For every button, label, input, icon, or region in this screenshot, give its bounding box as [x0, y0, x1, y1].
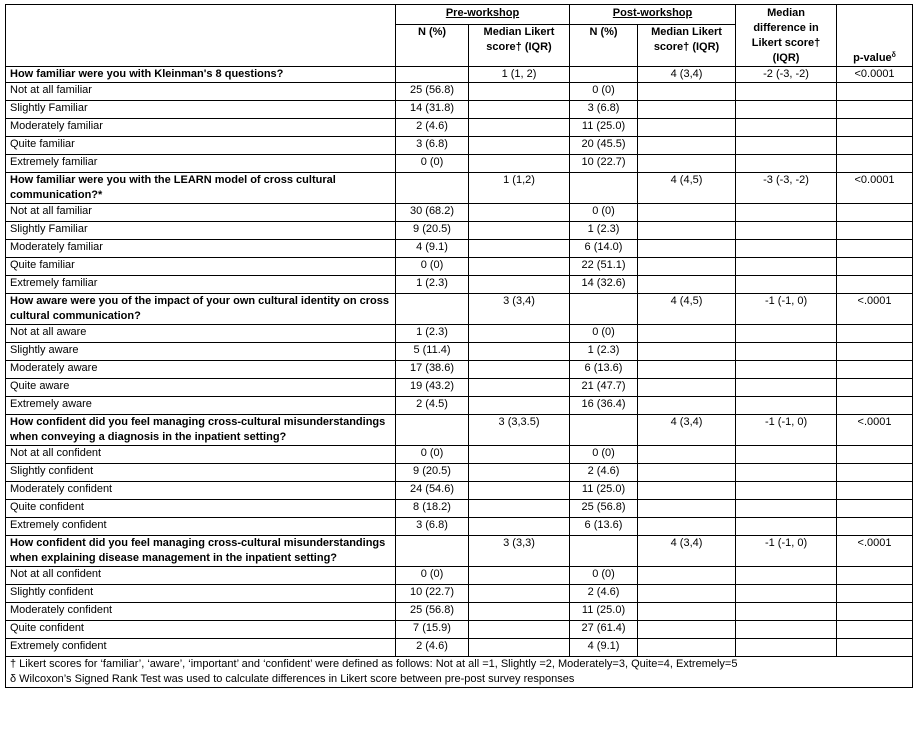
p-empty [837, 500, 913, 518]
pre-median-empty [469, 464, 570, 482]
diff-empty [736, 222, 837, 240]
diff-empty [736, 603, 837, 621]
p-empty [837, 137, 913, 155]
pre-median-empty [469, 222, 570, 240]
pre-median-likert: 3 (3,3) [469, 536, 570, 567]
diff-empty [736, 119, 837, 137]
response-row [6, 119, 913, 137]
table-footnotes [6, 657, 913, 688]
post-n-pct: 3 (6.8) [570, 101, 638, 119]
pre-median-empty [469, 482, 570, 500]
question-post-n-empty [570, 294, 638, 325]
response-row [6, 464, 913, 482]
question-post-n-empty [570, 67, 638, 83]
response-row [6, 83, 913, 101]
post-median-empty [638, 482, 736, 500]
post-n-pct: 14 (32.6) [570, 276, 638, 294]
results-table-container [5, 4, 912, 688]
diff-empty [736, 397, 837, 415]
post-median-empty [638, 343, 736, 361]
diff-empty [736, 325, 837, 343]
post-n-pct: 0 (0) [570, 567, 638, 585]
post-median-empty [638, 379, 736, 397]
post-median-empty [638, 603, 736, 621]
post-n-pct: 10 (22.7) [570, 155, 638, 173]
pre-n-pct: 8 (18.2) [396, 500, 469, 518]
p-empty [837, 276, 913, 294]
response-label: Slightly Familiar [6, 101, 396, 119]
pre-median-empty [469, 204, 570, 222]
header-p-value: p-value$^\delta$ [837, 5, 913, 67]
pre-median-empty [469, 276, 570, 294]
response-label: Extremely aware [6, 397, 396, 415]
response-label: Moderately familiar [6, 240, 396, 258]
response-row [6, 639, 913, 657]
diff-empty [736, 464, 837, 482]
post-median-empty [638, 240, 736, 258]
pre-median-likert: 3 (3,3.5) [469, 415, 570, 446]
response-label: Not at all confident [6, 446, 396, 464]
pre-n-pct: 0 (0) [396, 155, 469, 173]
pre-n-pct: 17 (38.6) [396, 361, 469, 379]
question-pre-n-empty [396, 173, 469, 204]
pre-median-empty [469, 343, 570, 361]
question-row [6, 536, 913, 567]
post-n-pct: 6 (14.0) [570, 240, 638, 258]
post-median-likert: 4 (3,4) [638, 415, 736, 446]
response-label: Extremely confident [6, 518, 396, 536]
pre-n-pct: 0 (0) [396, 446, 469, 464]
pre-median-empty [469, 119, 570, 137]
response-label: Moderately confident [6, 482, 396, 500]
question-text: How confident did you feel managing cross-cultural misunderstandings when explaining disease management in the inpatient setting? [6, 536, 396, 567]
response-label: Not at all familiar [6, 83, 396, 101]
pre-n-pct: 9 (20.5) [396, 222, 469, 240]
pre-median-empty [469, 240, 570, 258]
p-value: <.0001 [837, 294, 913, 325]
pre-median-empty [469, 361, 570, 379]
table-body [6, 67, 913, 657]
post-n-pct: 2 (4.6) [570, 464, 638, 482]
response-label: Not at all aware [6, 325, 396, 343]
likert-results-table [5, 4, 913, 688]
pre-n-pct: 19 (43.2) [396, 379, 469, 397]
post-n-pct: 0 (0) [570, 83, 638, 101]
post-n-pct: 6 (13.6) [570, 361, 638, 379]
question-pre-n-empty [396, 67, 469, 83]
question-post-n-empty [570, 173, 638, 204]
pre-median-empty [469, 639, 570, 657]
diff-empty [736, 83, 837, 101]
header-pre-median-likert: Median Likert score† (IQR) [469, 25, 570, 67]
median-difference: -1 (-1, 0) [736, 536, 837, 567]
post-n-pct: 4 (9.1) [570, 639, 638, 657]
response-row [6, 240, 913, 258]
pre-n-pct: 0 (0) [396, 258, 469, 276]
p-empty [837, 258, 913, 276]
response-row [6, 343, 913, 361]
post-n-pct: 0 (0) [570, 325, 638, 343]
p-empty [837, 204, 913, 222]
question-pre-n-empty [396, 536, 469, 567]
post-median-empty [638, 325, 736, 343]
response-label: Quite familiar [6, 258, 396, 276]
p-empty [837, 119, 913, 137]
p-empty [837, 379, 913, 397]
header-blank-cell [6, 5, 396, 67]
diff-empty [736, 482, 837, 500]
question-post-n-empty [570, 415, 638, 446]
pre-median-empty [469, 446, 570, 464]
response-label: Quite aware [6, 379, 396, 397]
post-median-likert: 4 (3,4) [638, 536, 736, 567]
question-pre-n-empty [396, 294, 469, 325]
post-n-pct: 27 (61.4) [570, 621, 638, 639]
response-row [6, 258, 913, 276]
pre-n-pct: 2 (4.6) [396, 119, 469, 137]
pre-n-pct: 2 (4.6) [396, 639, 469, 657]
diff-empty [736, 343, 837, 361]
pre-n-pct: 14 (31.8) [396, 101, 469, 119]
diff-empty [736, 204, 837, 222]
p-empty [837, 240, 913, 258]
response-row [6, 482, 913, 500]
response-row [6, 397, 913, 415]
response-row [6, 222, 913, 240]
post-median-likert: 4 (4,5) [638, 294, 736, 325]
p-empty [837, 155, 913, 173]
p-empty [837, 343, 913, 361]
diff-empty [736, 101, 837, 119]
diff-empty [736, 585, 837, 603]
response-row [6, 621, 913, 639]
response-row [6, 379, 913, 397]
question-row [6, 173, 913, 204]
pre-median-empty [469, 397, 570, 415]
post-n-pct: 2 (4.6) [570, 585, 638, 603]
response-row [6, 585, 913, 603]
response-row [6, 204, 913, 222]
diff-empty [736, 621, 837, 639]
p-empty [837, 83, 913, 101]
p-empty [837, 325, 913, 343]
median-difference: -1 (-1, 0) [736, 415, 837, 446]
diff-empty [736, 379, 837, 397]
response-label: Quite familiar [6, 137, 396, 155]
response-label: Slightly confident [6, 585, 396, 603]
response-label: Quite confident [6, 500, 396, 518]
response-label: Slightly aware [6, 343, 396, 361]
post-median-empty [638, 639, 736, 657]
footnote-wilcoxon-test: δ Wilcoxon’s Signed Rank Test was used to calculate differences in Likert score between pre-post survey responses [10, 673, 575, 685]
diff-empty [736, 567, 837, 585]
response-row [6, 325, 913, 343]
p-value: <0.0001 [837, 67, 913, 83]
post-n-pct: 11 (25.0) [570, 482, 638, 500]
median-difference: -1 (-1, 0) [736, 294, 837, 325]
post-median-likert: 4 (3,4) [638, 67, 736, 83]
post-median-empty [638, 585, 736, 603]
pre-median-empty [469, 155, 570, 173]
header-post-n-pct: N (%) [570, 25, 638, 67]
post-median-empty [638, 101, 736, 119]
post-median-likert: 4 (4,5) [638, 173, 736, 204]
p-empty [837, 567, 913, 585]
response-label: Extremely familiar [6, 155, 396, 173]
response-label: Moderately familiar [6, 119, 396, 137]
p-empty [837, 639, 913, 657]
response-label: Slightly confident [6, 464, 396, 482]
post-median-empty [638, 361, 736, 379]
header-median-difference: Median difference in Likert score† (IQR) [736, 5, 837, 67]
p-value: <.0001 [837, 536, 913, 567]
question-text: How familiar were you with the LEARN model of cross cultural communication?* [6, 173, 396, 204]
response-row [6, 603, 913, 621]
pre-n-pct: 4 (9.1) [396, 240, 469, 258]
response-label: Extremely confident [6, 639, 396, 657]
pre-median-empty [469, 101, 570, 119]
post-median-empty [638, 83, 736, 101]
post-median-empty [638, 276, 736, 294]
question-text: How familiar were you with Kleinman's 8 questions? [6, 67, 396, 83]
diff-empty [736, 518, 837, 536]
diff-empty [736, 500, 837, 518]
median-difference: -2 (-3, -2) [736, 67, 837, 83]
p-empty [837, 464, 913, 482]
response-row [6, 446, 913, 464]
response-label: Slightly Familiar [6, 222, 396, 240]
pre-median-empty [469, 325, 570, 343]
header-pre-n-pct: N (%) [396, 25, 469, 67]
post-median-empty [638, 204, 736, 222]
response-row [6, 137, 913, 155]
question-post-n-empty [570, 536, 638, 567]
pre-n-pct: 1 (2.3) [396, 325, 469, 343]
median-difference: -3 (-3, -2) [736, 173, 837, 204]
pre-median-empty [469, 258, 570, 276]
response-row [6, 101, 913, 119]
response-row [6, 155, 913, 173]
diff-empty [736, 276, 837, 294]
response-row [6, 567, 913, 585]
response-label: Extremely familiar [6, 276, 396, 294]
pre-n-pct: 3 (6.8) [396, 518, 469, 536]
pre-median-empty [469, 83, 570, 101]
post-n-pct: 1 (2.3) [570, 222, 638, 240]
response-label: Moderately confident [6, 603, 396, 621]
response-row [6, 276, 913, 294]
p-empty [837, 585, 913, 603]
post-median-empty [638, 567, 736, 585]
post-median-empty [638, 119, 736, 137]
pre-n-pct: 25 (56.8) [396, 83, 469, 101]
pre-median-likert: 1 (1, 2) [469, 67, 570, 83]
table-header [6, 5, 913, 67]
p-empty [837, 621, 913, 639]
p-empty [837, 482, 913, 500]
post-n-pct: 20 (45.5) [570, 137, 638, 155]
response-label: Not at all confident [6, 567, 396, 585]
diff-empty [736, 137, 837, 155]
p-empty [837, 603, 913, 621]
header-post-median-likert: Median Likert score† (IQR) [638, 25, 736, 67]
pre-n-pct: 3 (6.8) [396, 137, 469, 155]
post-median-empty [638, 621, 736, 639]
footnote-cell [6, 657, 913, 688]
response-row [6, 518, 913, 536]
p-empty [837, 446, 913, 464]
pre-median-empty [469, 518, 570, 536]
question-row [6, 67, 913, 83]
footnote-likert-definition: † Likert scores for ‘familiar’, ‘aware’, ‘important’ and ‘confident’ were defined as follows: Not at all =1, Slightly =2, Moderately=3, Quite=4, Extremely=5 [10, 658, 738, 670]
pre-median-empty [469, 137, 570, 155]
post-median-empty [638, 155, 736, 173]
pre-n-pct: 9 (20.5) [396, 464, 469, 482]
post-median-empty [638, 258, 736, 276]
post-n-pct: 1 (2.3) [570, 343, 638, 361]
response-label: Moderately aware [6, 361, 396, 379]
post-n-pct: 11 (25.0) [570, 603, 638, 621]
p-value: <0.0001 [837, 173, 913, 204]
response-label: Not at all familiar [6, 204, 396, 222]
post-n-pct: 22 (51.1) [570, 258, 638, 276]
header-pre-workshop: Pre-workshop [396, 5, 570, 25]
pre-n-pct: 25 (56.8) [396, 603, 469, 621]
diff-empty [736, 361, 837, 379]
pre-median-empty [469, 621, 570, 639]
p-empty [837, 101, 913, 119]
diff-empty [736, 155, 837, 173]
diff-empty [736, 639, 837, 657]
post-n-pct: 21 (47.7) [570, 379, 638, 397]
pre-median-empty [469, 585, 570, 603]
post-median-empty [638, 518, 736, 536]
pre-n-pct: 7 (15.9) [396, 621, 469, 639]
post-median-empty [638, 500, 736, 518]
post-median-empty [638, 137, 736, 155]
post-n-pct: 11 (25.0) [570, 119, 638, 137]
pre-median-likert: 1 (1,2) [469, 173, 570, 204]
post-n-pct: 0 (0) [570, 446, 638, 464]
p-empty [837, 361, 913, 379]
pre-n-pct: 10 (22.7) [396, 585, 469, 603]
pre-n-pct: 24 (54.6) [396, 482, 469, 500]
p-empty [837, 518, 913, 536]
pre-n-pct: 1 (2.3) [396, 276, 469, 294]
pre-n-pct: 30 (68.2) [396, 204, 469, 222]
pre-n-pct: 0 (0) [396, 567, 469, 585]
question-row [6, 294, 913, 325]
question-row [6, 415, 913, 446]
post-n-pct: 16 (36.4) [570, 397, 638, 415]
post-n-pct: 0 (0) [570, 204, 638, 222]
response-label: Quite confident [6, 621, 396, 639]
post-n-pct: 6 (13.6) [570, 518, 638, 536]
pre-median-empty [469, 603, 570, 621]
diff-empty [736, 258, 837, 276]
response-row [6, 500, 913, 518]
question-pre-n-empty [396, 415, 469, 446]
response-row [6, 361, 913, 379]
post-median-empty [638, 397, 736, 415]
post-median-empty [638, 222, 736, 240]
post-median-empty [638, 464, 736, 482]
question-text: How confident did you feel managing cross-cultural misunderstandings when conveying a diagnosis in the inpatient setting? [6, 415, 396, 446]
p-value-superscript: δ [891, 52, 896, 59]
diff-empty [736, 446, 837, 464]
pre-median-empty [469, 379, 570, 397]
header-post-workshop: Post-workshop [570, 5, 736, 25]
post-n-pct: 25 (56.8) [570, 500, 638, 518]
p-empty [837, 397, 913, 415]
pre-n-pct: 5 (11.4) [396, 343, 469, 361]
pre-n-pct: 2 (4.5) [396, 397, 469, 415]
pre-median-likert: 3 (3,4) [469, 294, 570, 325]
question-text: How aware were you of the impact of your own cultural identity on cross cultural communication? [6, 294, 396, 325]
p-empty [837, 222, 913, 240]
pre-median-empty [469, 500, 570, 518]
post-median-empty [638, 446, 736, 464]
pre-median-empty [469, 567, 570, 585]
diff-empty [736, 240, 837, 258]
p-value: <.0001 [837, 415, 913, 446]
